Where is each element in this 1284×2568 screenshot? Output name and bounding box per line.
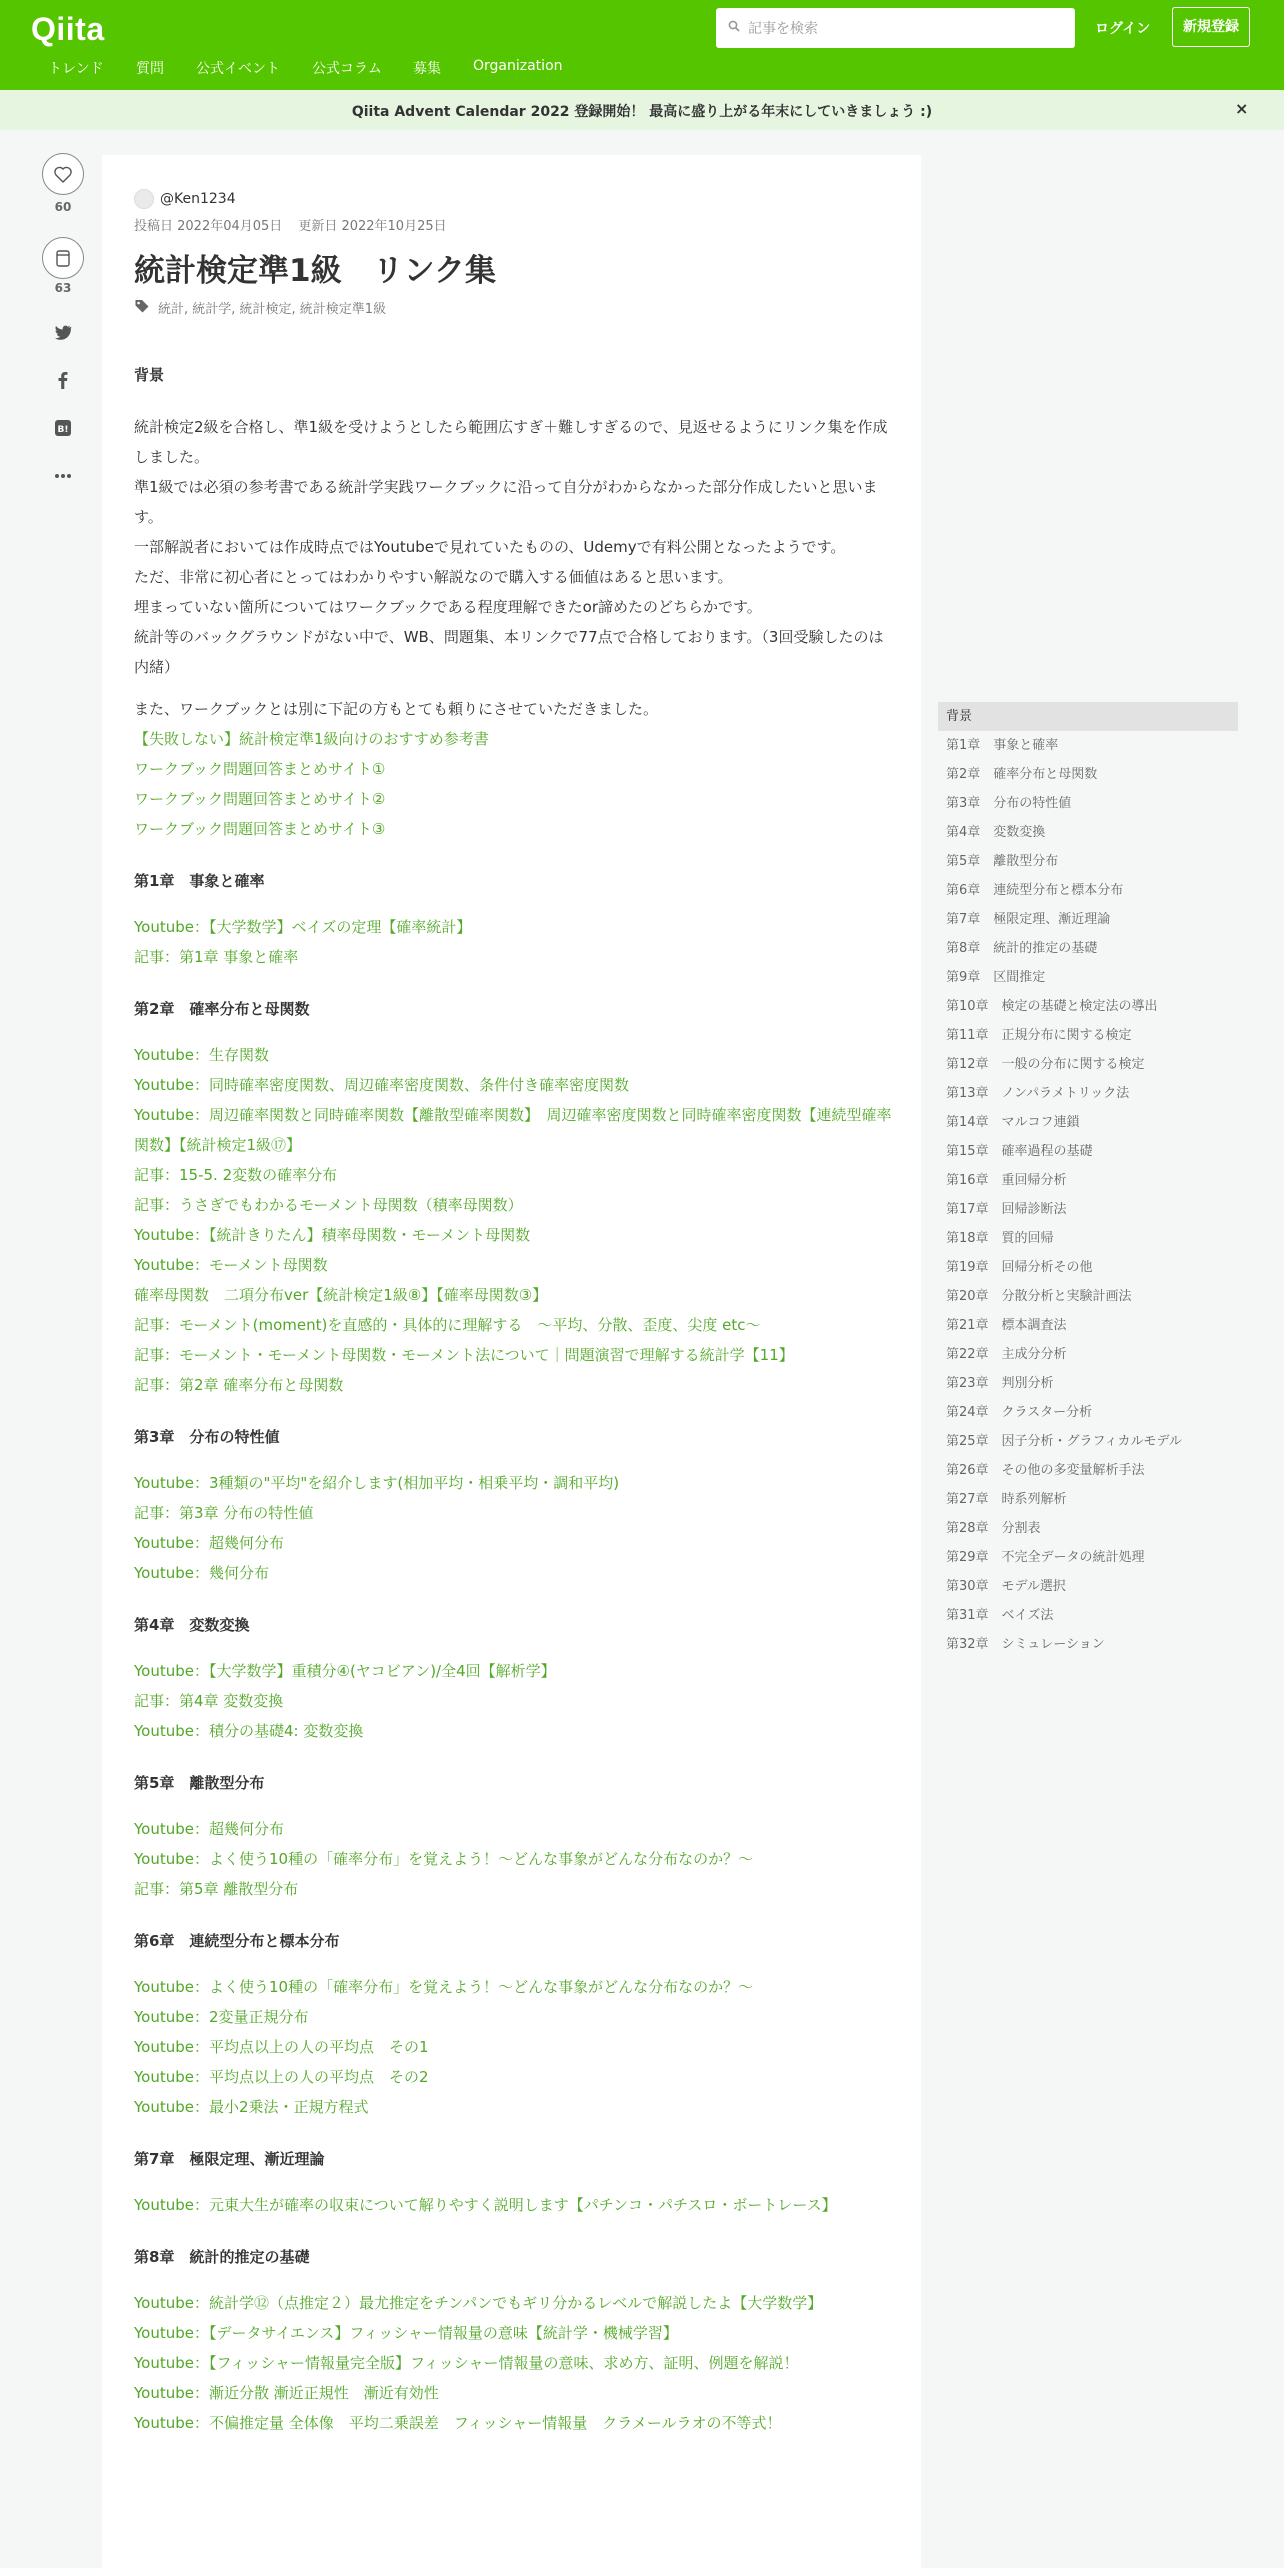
chapter-link[interactable]: 記事：第3章 分布の特性値 <box>134 1504 314 1522</box>
toc-item[interactable]: 第25章 因子分析・グラフィカルモデル <box>946 1434 1182 1449</box>
chapter-link[interactable]: Youtube：【フィッシャー情報量完全版】フィッシャー情報量の意味、求め方、証明、例題を解説！ <box>134 2354 799 2372</box>
chapter-heading: 第8章 統計的推定の基礎 <box>134 2248 310 2266</box>
like-button[interactable] <box>42 153 84 195</box>
nav-trend[interactable]: トレンド <box>48 61 104 77</box>
chapter-heading: 第5章 離散型分布 <box>134 1774 265 1792</box>
toc-item[interactable]: 第8章 統計的推定の基礎 <box>946 941 1098 956</box>
toc-item[interactable]: 第5章 離散型分布 <box>946 854 1059 869</box>
chapter-link[interactable]: Youtube：幾何分布 <box>134 1564 269 1582</box>
intro-text <box>134 412 894 682</box>
toc-item[interactable]: 第32章 シミュレーション <box>946 1637 1105 1652</box>
toc-item[interactable]: 第4章 変数変換 <box>946 825 1046 840</box>
table-of-contents <box>938 702 1238 1659</box>
toc-item[interactable]: 第11章 正規分布に関する検定 <box>946 1028 1132 1043</box>
stock-button[interactable] <box>42 237 84 279</box>
chapter-link[interactable]: 記事：第4章 変数変換 <box>134 1692 284 1710</box>
toc-item[interactable]: 第3章 分布の特性値 <box>946 796 1072 811</box>
toc-item[interactable]: 第19章 回帰分析その他 <box>946 1260 1093 1275</box>
chapter-link[interactable]: 記事：15-5. 2変数の確率分布 <box>134 1166 338 1184</box>
article <box>102 155 921 2568</box>
toc-item[interactable]: 第27章 時系列解析 <box>946 1492 1067 1507</box>
posted-date: 投稿日 2022年04月05日 <box>134 219 283 234</box>
toc-item[interactable]: 第13章 ノンパラメトリック法 <box>946 1086 1130 1101</box>
nav-organization[interactable]: Organization <box>473 58 563 74</box>
chapter-link[interactable]: Youtube：よく使う10種の「確率分布」を覚えよう！〜どんな事象がどんな分布なのか？〜 <box>134 1978 754 1996</box>
search-icon <box>728 20 740 32</box>
reference-link[interactable]: 【失敗しない】統計検定準1級向けのおすすめ参考書 <box>134 730 489 748</box>
toc-item[interactable]: 第31章 ベイズ法 <box>946 1608 1054 1623</box>
chapter-link[interactable]: 記事：うさぎでもわかるモーメント母関数（積率母関数） <box>134 1196 523 1214</box>
chapter-link[interactable]: Youtube：【大学数学】重積分④(ヤコビアン)/全4回【解析学】 <box>134 1662 556 1680</box>
toc-item[interactable]: 第6章 連続型分布と標本分布 <box>946 883 1124 898</box>
like-count: 60 <box>54 200 72 214</box>
toc-item[interactable]: 第1章 事象と確率 <box>946 738 1059 753</box>
nav-official-columns[interactable]: 公式コラム <box>312 61 382 77</box>
toc-item[interactable]: 第16章 重回帰分析 <box>946 1173 1067 1188</box>
chapter-link[interactable]: Youtube：漸近分散 漸近正規性 漸近有効性 <box>134 2384 439 2402</box>
updated-date: 更新日 2022年10月25日 <box>298 219 447 234</box>
chapter-heading: 第7章 極限定理、漸近理論 <box>134 2150 325 2168</box>
toc-item[interactable]: 第26章 その他の多変量解析手法 <box>946 1463 1145 1478</box>
chapter-link[interactable]: Youtube：統計学⑫（点推定２）最尤推定をチンパンでもギリ分かるレベルで解説したよ【大学数学】 <box>134 2294 823 2312</box>
toc-item[interactable]: 第23章 判別分析 <box>946 1376 1054 1391</box>
toc-item[interactable]: 第30章 モデル選択 <box>946 1579 1066 1594</box>
tag-icon <box>134 298 150 314</box>
chapter-link[interactable]: 記事：モーメント(moment)を直感的・具体的に理解する 〜平均、分散、歪度、尖度 etc〜 <box>134 1316 761 1334</box>
toc-item[interactable]: 第12章 一般の分布に関する検定 <box>946 1057 1145 1072</box>
signup-button[interactable]: 新規登録 <box>1172 7 1250 47</box>
toc-item[interactable]: 第20章 分散分析と実験計画法 <box>946 1289 1132 1304</box>
chapter-link[interactable]: Youtube：同時確率密度関数、周辺確率密度関数、条件付き確率密度関数 <box>134 1076 629 1094</box>
nav-recruit[interactable]: 募集 <box>413 61 441 77</box>
toc-item[interactable]: 第7章 極限定理、漸近理論 <box>946 912 1111 927</box>
chapter-link[interactable]: 記事：第2章 確率分布と母関数 <box>134 1376 344 1394</box>
announcement-banner <box>0 90 1284 130</box>
chapter-link[interactable]: Youtube：【統計きりたん】積率母関数・モーメント母関数 <box>134 1226 531 1244</box>
toc-item[interactable]: 第24章 クラスター分析 <box>946 1405 1093 1420</box>
svg-text:B!: B! <box>57 425 69 435</box>
intro-paragraph: 埋まっていない箇所についてはワークブックである程度理解できたor諦めたのどちらかです。 <box>134 598 762 616</box>
reference-link[interactable]: ワークブック問題回答まとめサイト② <box>134 790 386 808</box>
toc-item[interactable]: 第21章 標本調査法 <box>946 1318 1067 1333</box>
chapter-link[interactable]: Youtube：不偏推定量 全体像 平均二乗誤差 フィッシャー情報量 クラメールラオの不等式！ <box>134 2414 782 2432</box>
reference-link[interactable]: ワークブック問題回答まとめサイト① <box>134 760 386 778</box>
chapter-link[interactable]: Youtube：超幾何分布 <box>134 1534 284 1552</box>
chapter-link[interactable]: Youtube：超幾何分布 <box>134 1820 284 1838</box>
article-body <box>134 360 894 2438</box>
chapter-heading: 第2章 確率分布と母関数 <box>134 1000 310 1018</box>
intro-paragraph: 一部解説者においては作成時点ではYoutubeで見れていたものの、Udemyで有料公開となったようです。 <box>134 538 846 556</box>
stock-count: 63 <box>54 281 72 295</box>
toc-item[interactable]: 第14章 マルコフ連鎖 <box>946 1115 1080 1130</box>
nav-questions[interactable]: 質問 <box>136 61 164 77</box>
facebook-icon[interactable] <box>52 369 74 391</box>
nav-official-events[interactable]: 公式イベント <box>196 61 280 77</box>
search-box[interactable] <box>716 8 1075 48</box>
author-avatar[interactable] <box>134 189 154 209</box>
chapter-link[interactable]: Youtube：最小2乗法・正規方程式 <box>134 2098 369 2116</box>
toc-item[interactable]: 第22章 主成分分析 <box>946 1347 1067 1362</box>
intro-paragraph: 統計検定2級を合格し、準1級を受けようとしたら範囲広すぎ＋難しすぎるので、見返せるようにリンク集を作成しました。 <box>134 418 888 466</box>
tags-text[interactable]: 統計, 統計学, 統計検定, 統計検定準1級 <box>158 302 387 317</box>
article-title: 統計検定準1級 リンク集 <box>134 253 496 289</box>
toc-item[interactable]: 第15章 確率過程の基礎 <box>946 1144 1093 1159</box>
toc-item[interactable]: 第2章 確率分布と母関数 <box>946 767 1098 782</box>
banner-text[interactable]: Qiita Advent Calendar 2022 登録開始！ 最高に盛り上がる年末にしていきましょう :) <box>351 104 933 120</box>
hatena-bookmark-icon[interactable] <box>52 417 74 439</box>
reference-links <box>134 724 894 844</box>
chapter-link[interactable]: Youtube：よく使う10種の「確率分布」を覚えよう！〜どんな事象がどんな分布なのか？〜 <box>134 1850 754 1868</box>
chapter-sections <box>134 844 894 2438</box>
chapter-link[interactable]: Youtube：生存関数 <box>134 1046 269 1064</box>
chapter-link[interactable]: Youtube：【データサイエンス】フィッシャー情報量の意味【統計学・機械学習】 <box>134 2324 678 2342</box>
chapter-link[interactable]: Youtube：2変量正規分布 <box>134 2008 309 2026</box>
toc-item[interactable]: 第9章 区間推定 <box>946 970 1046 985</box>
chapter-link[interactable]: Youtube：元東大生が確率の収束について解りやすく説明します【パチンコ・パチスロ・ボートレース】 <box>134 2196 837 2214</box>
toc-item[interactable]: 第18章 質的回帰 <box>946 1231 1054 1246</box>
twitter-icon[interactable] <box>52 321 74 343</box>
chapter-heading: 第4章 変数変換 <box>134 1616 250 1634</box>
chapter-link[interactable]: Youtube：平均点以上の人の平均点 その1 <box>134 2038 429 2056</box>
global-header <box>0 0 1284 90</box>
close-icon[interactable]: × <box>1235 99 1249 118</box>
reference-link[interactable]: ワークブック問題回答まとめサイト③ <box>134 820 386 838</box>
intro-paragraph: 準1級では必須の参考書である統計学実践ワークブックに沿って自分がわからなかった部分作成したいと思います。 <box>134 478 878 526</box>
chapter-link[interactable]: Youtube：【大学数学】ベイズの定理【確率統計】 <box>134 918 472 936</box>
chapter-link[interactable]: Youtube：平均点以上の人の平均点 その2 <box>134 2068 429 2086</box>
author-name[interactable]: @Ken1234 <box>160 191 236 207</box>
chapter-heading: 第1章 事象と確率 <box>134 872 265 890</box>
chapter-heading: 第6章 連続型分布と標本分布 <box>134 1932 340 1950</box>
toc-item[interactable]: 第17章 回帰診断法 <box>946 1202 1067 1217</box>
chapter-link[interactable]: Youtube：モーメント母関数 <box>134 1256 328 1274</box>
toc-item[interactable]: 第29章 不完全データの統計処理 <box>946 1550 1145 1565</box>
toc-item[interactable]: 第28章 分割表 <box>946 1521 1041 1536</box>
more-icon[interactable] <box>52 465 74 487</box>
post-dates <box>134 215 463 234</box>
intro-paragraph: ただ、非常に初心者にとってはわかりやすい解説なので購入する価値はあると思います。 <box>134 568 733 586</box>
chapter-link[interactable]: Youtube：3種類の"平均"を紹介します(相加平均・相乗平均・調和平均) <box>134 1474 620 1492</box>
chapter-heading: 第3章 分布の特性値 <box>134 1428 280 1446</box>
also-text: また、ワークブックとは別に下記の方もとても頼りにさせていただきました。 <box>134 700 658 718</box>
heart-icon <box>43 154 83 194</box>
section-heading: 背景 <box>134 366 165 384</box>
stock-icon <box>43 238 83 278</box>
chapter-link[interactable]: 確率母関数 二項分布ver【統計検定1級⑧】【確率母関数③】 <box>134 1286 548 1304</box>
chapter-link[interactable]: 記事：第5章 離散型分布 <box>134 1880 299 1898</box>
chapter-link[interactable]: Youtube：周辺確率関数と同時確率関数【離散型確率関数】 周辺確率密度関数と同時確率密度関数【連続型確率関数】【統計検定1級⑰】 <box>134 1106 892 1154</box>
toc-item[interactable]: 背景 <box>938 702 1238 731</box>
intro-paragraph: 統計等のバックグラウンドがない中で、WB、問題集、本リンクで77点で合格しております。（3回受験したのは内緒） <box>134 628 884 676</box>
chapter-link[interactable]: Youtube：積分の基礎4: 変数変換 <box>134 1722 364 1740</box>
qiita-logo[interactable]: Qiita <box>31 11 105 47</box>
toc-item[interactable]: 第10章 検定の基礎と検定法の導出 <box>946 999 1158 1014</box>
search-input[interactable] <box>746 8 1070 50</box>
login-link[interactable]: ログイン <box>1095 21 1151 37</box>
chapter-link[interactable]: 記事：第1章 事象と確率 <box>134 948 299 966</box>
chapter-link[interactable]: 記事：モーメント・モーメント母関数・モーメント法について｜問題演習で理解する統計学【11】 <box>134 1346 794 1364</box>
